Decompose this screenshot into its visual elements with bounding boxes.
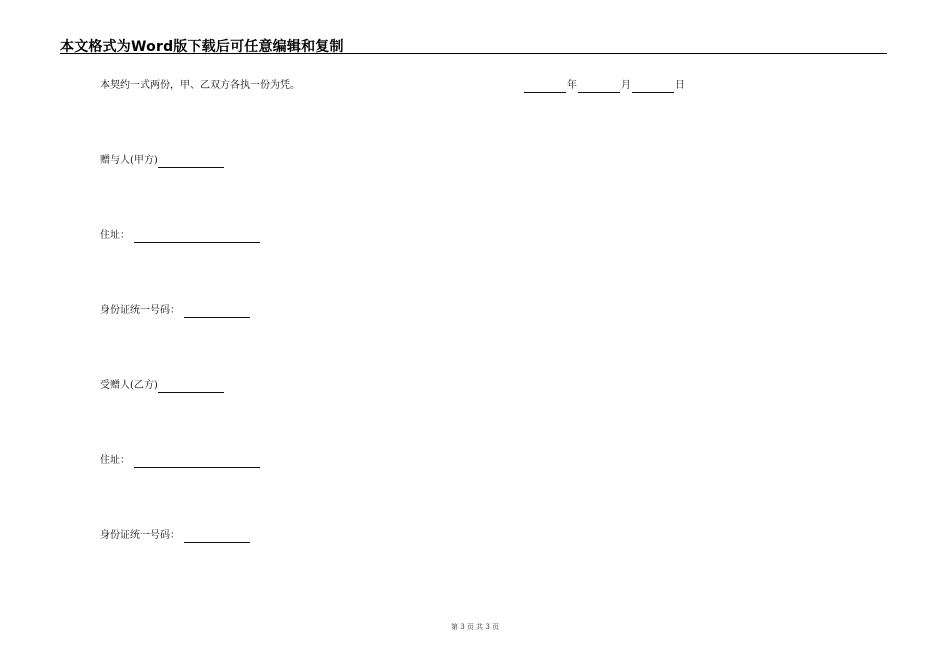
intro-text: 本契约一式两份，甲、乙双方各执一份为凭。: [100, 80, 300, 91]
donee-address-label: 住址：: [100, 455, 130, 466]
donor-label: 赠与人(甲方): [100, 155, 158, 166]
year-blank: [524, 81, 566, 93]
month-blank: [578, 81, 620, 93]
donor-id-blank: [184, 306, 250, 318]
donee-address-line: [100, 454, 260, 468]
header-divider: [60, 53, 887, 54]
donor-address-label: 住址：: [100, 230, 130, 241]
donor-id-line: [100, 304, 250, 318]
date-line: [524, 79, 686, 93]
donee-id-label: 身份证统一号码：: [100, 530, 180, 541]
donor-blank: [158, 156, 224, 168]
donor-address-line: [100, 229, 260, 243]
month-label: 月: [621, 80, 631, 91]
donee-id-line: [100, 529, 250, 543]
year-label: 年: [567, 80, 577, 91]
donee-blank: [158, 381, 224, 393]
donor-address-blank: [134, 231, 260, 243]
donor-id-label: 身份证统一号码：: [100, 305, 180, 316]
donee-label: 受赠人(乙方): [100, 380, 158, 391]
header-title: 本文格式为Word版下载后可任意编辑和复制: [60, 39, 344, 55]
day-label: 日: [675, 80, 685, 91]
day-blank: [632, 81, 674, 93]
page-number: 第 3 页 共 3 页: [450, 623, 500, 631]
donee-address-blank: [134, 456, 260, 468]
donee-line: [100, 379, 224, 393]
contract-copies-statement: [100, 79, 300, 93]
donee-id-blank: [184, 531, 250, 543]
donor-line: [100, 154, 224, 168]
